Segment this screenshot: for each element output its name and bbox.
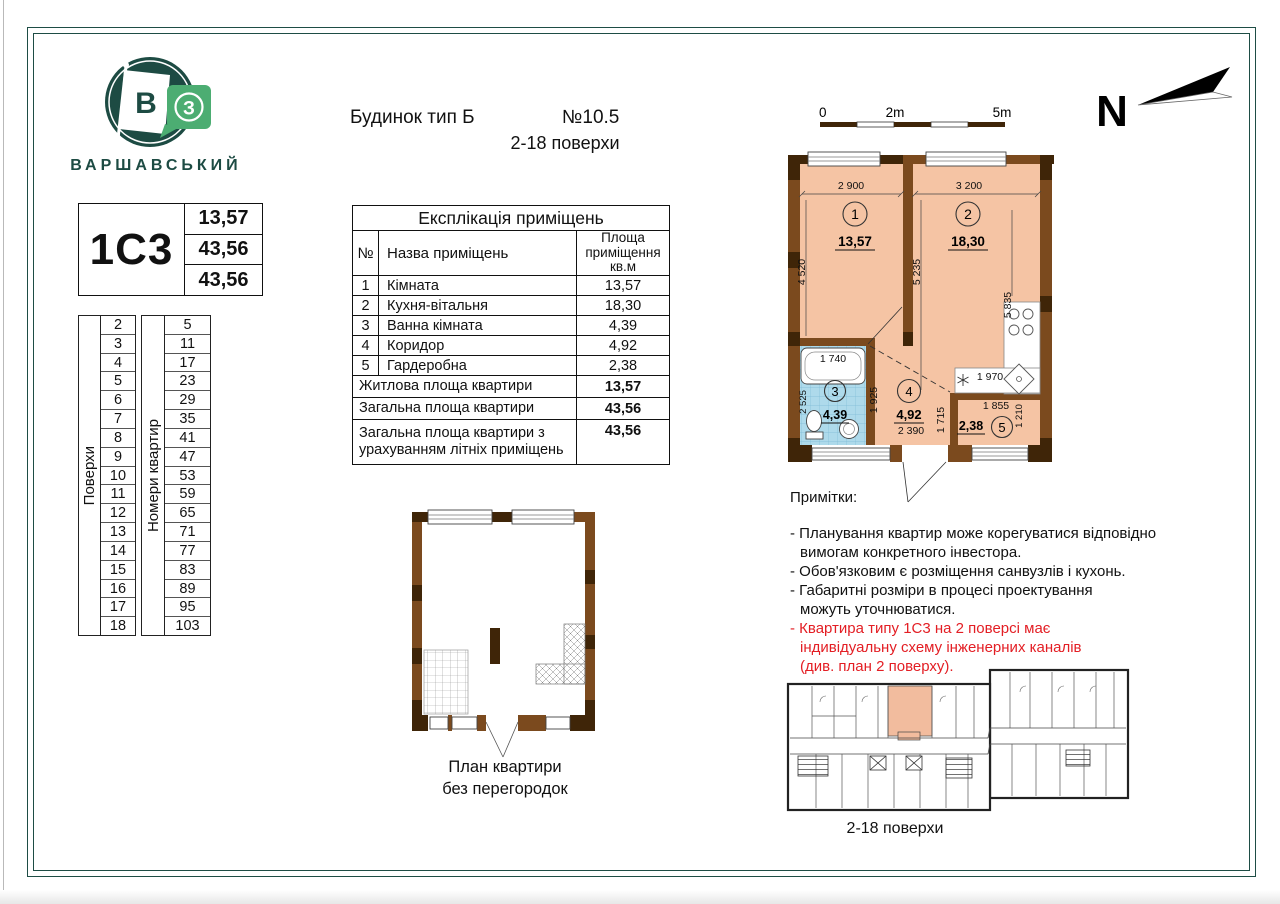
- scale-label-2m: 2m: [885, 105, 905, 120]
- apartment-type-card: [78, 203, 263, 296]
- explication-title: Експлікація приміщень: [353, 206, 669, 231]
- apartments-column-header: Номери квартир: [144, 418, 162, 533]
- note-line-red: індивідуальну схему інженерних каналів: [800, 639, 1082, 657]
- total-area-value: 43,56: [185, 235, 262, 266]
- svg-text:1 855: 1 855: [982, 400, 1010, 412]
- svg-text:4,39: 4,39: [822, 408, 848, 422]
- apartment-number: 35: [165, 410, 210, 429]
- svg-text:4 520: 4 520: [796, 258, 808, 286]
- svg-text:2,38: 2,38: [958, 419, 984, 433]
- note-line: можуть уточнюватися.: [800, 601, 956, 619]
- table-row: 3 Ванна кімната 4,39: [353, 316, 669, 336]
- svg-text:1 715: 1 715: [935, 406, 947, 434]
- apartment-number: 65: [165, 504, 210, 523]
- floor-number: 6: [101, 391, 135, 410]
- svg-text:4,92: 4,92: [896, 407, 922, 422]
- building-plan-caption: 2-18 поверхи: [846, 820, 944, 837]
- table-row: 1 Кімната 13,57: [353, 276, 669, 296]
- floor-number: 17: [101, 598, 135, 617]
- svg-text:3 200: 3 200: [955, 180, 983, 192]
- apartment-number: 53: [165, 467, 210, 486]
- floor-number: 2: [101, 316, 135, 335]
- svg-text:2 900: 2 900: [837, 180, 865, 192]
- washer-icon: [840, 420, 859, 439]
- apartment-number: 83: [165, 561, 210, 580]
- col-header-area: Площа приміщення кв.м: [577, 231, 669, 276]
- notes-block: [790, 489, 1210, 676]
- summary-row: Загальна площа квартири з урахуванням літніх приміщень 43,56: [353, 420, 669, 464]
- logo-flag-letter: В: [135, 87, 157, 120]
- apartment-number: 77: [165, 542, 210, 561]
- apartment-number: 5: [165, 316, 210, 335]
- svg-text:4: 4: [905, 384, 913, 399]
- apartment-number: 71: [165, 523, 210, 542]
- floor-number: 12: [101, 504, 135, 523]
- north-arrow: [1085, 60, 1235, 135]
- logo-badge-letter: З: [183, 98, 195, 120]
- brand-logo: [62, 50, 252, 175]
- svg-text:5 835: 5 835: [1002, 291, 1014, 319]
- note-line: - Обов'язковим є розміщення санвузлів і кухонь.: [790, 563, 1126, 581]
- apartment-number: 17: [165, 354, 210, 373]
- sheet-title-number: №10.5: [562, 107, 620, 128]
- svg-text:1 970: 1 970: [976, 371, 1004, 383]
- page-shadow: [0, 890, 1280, 904]
- svg-text:5: 5: [998, 420, 1006, 435]
- svg-text:2 525: 2 525: [798, 390, 809, 414]
- scale-label-0: 0: [819, 105, 827, 120]
- highlighted-unit: [888, 686, 932, 740]
- svg-text:1: 1: [851, 206, 859, 222]
- brand-name: ВАРШАВСЬКИЙ: [70, 157, 242, 174]
- floor-number: 14: [101, 542, 135, 561]
- floor-number: 4: [101, 354, 135, 373]
- apartment-number: 89: [165, 580, 210, 599]
- plan-no-partitions: [405, 505, 605, 767]
- apartment-number: 59: [165, 485, 210, 504]
- svg-text:13,57: 13,57: [838, 234, 872, 249]
- svg-text:1 740: 1 740: [819, 353, 847, 365]
- scale-label-5m: 5m: [992, 105, 1012, 120]
- floor-number: 9: [101, 448, 135, 467]
- note-line: вимогам конкретного інвестора.: [800, 544, 1022, 562]
- floor-number: 11: [101, 485, 135, 504]
- apartment-number: 41: [165, 429, 210, 448]
- apartment-number: 23: [165, 372, 210, 391]
- col-header-num: №: [353, 231, 379, 276]
- note-line: - Габаритні розміри в процесі проектування: [790, 582, 1093, 600]
- notes-title: Примітки:: [790, 489, 858, 506]
- floor-number: 18: [109, 618, 127, 635]
- note-line-red: (див. план 2 поверху).: [800, 658, 954, 676]
- svg-text:3: 3: [831, 384, 839, 399]
- floors-apartments-table: [78, 315, 211, 636]
- floor-number: 5: [101, 372, 135, 391]
- floor-number: 16: [101, 580, 135, 599]
- table-row: 5 Гардеробна 2,38: [353, 356, 669, 376]
- scale-bar: [805, 100, 1020, 140]
- svg-text:2 390: 2 390: [897, 425, 925, 437]
- summary-row: Житлова площа квартири 13,57: [353, 376, 669, 398]
- tiled-zone: [424, 650, 468, 714]
- scan-edge: [3, 0, 4, 904]
- entrance-door-swing: [486, 722, 518, 757]
- explication-table: [352, 205, 670, 465]
- apartment-number: 103: [175, 618, 200, 635]
- main-floor-plan: [778, 145, 1070, 507]
- apartment-number: 29: [165, 391, 210, 410]
- svg-text:1 210: 1 210: [1014, 404, 1025, 428]
- floor-number: 7: [101, 410, 135, 429]
- summary-row: Загальна площа квартири 43,56: [353, 398, 669, 420]
- apartment-number: 95: [165, 598, 210, 617]
- svg-text:18,30: 18,30: [951, 234, 985, 249]
- no-partitions-caption: План квартири без перегородок: [442, 758, 568, 799]
- table-row: 4 Коридор 4,92: [353, 336, 669, 356]
- floor-number: 10: [101, 467, 135, 486]
- note-line: - Планування квартир може корегуватися відповідно: [790, 525, 1157, 542]
- sheet-title-floors: 2-18 поверхи: [510, 133, 620, 153]
- north-label: N: [1096, 87, 1128, 135]
- pillar: [490, 628, 500, 664]
- floor-number: 13: [101, 523, 135, 542]
- floors-column-header: Поверхи: [81, 445, 98, 506]
- apartment-type: 1С3: [79, 204, 185, 295]
- floor-number: 15: [101, 561, 135, 580]
- apartment-number: 11: [165, 335, 210, 354]
- note-line-red: - Квартира типу 1С3 на 2 поверсі має: [790, 620, 1051, 638]
- table-row: 2 Кухня-вітальня 18,30: [353, 296, 669, 316]
- svg-text:5 235: 5 235: [911, 258, 923, 286]
- living-area-value: 13,57: [185, 204, 262, 235]
- sheet-title-building: Будинок тип Б: [350, 107, 475, 128]
- svg-text:2: 2: [964, 206, 972, 222]
- building-overview-plan: [780, 662, 1195, 817]
- total-summer-area-value: 43,56: [198, 268, 249, 291]
- floor-number: 8: [101, 429, 135, 448]
- col-header-name: Назва приміщень: [379, 231, 577, 276]
- svg-text:1 925: 1 925: [868, 386, 880, 414]
- floor-number: 3: [101, 335, 135, 354]
- apartment-number: 47: [165, 448, 210, 467]
